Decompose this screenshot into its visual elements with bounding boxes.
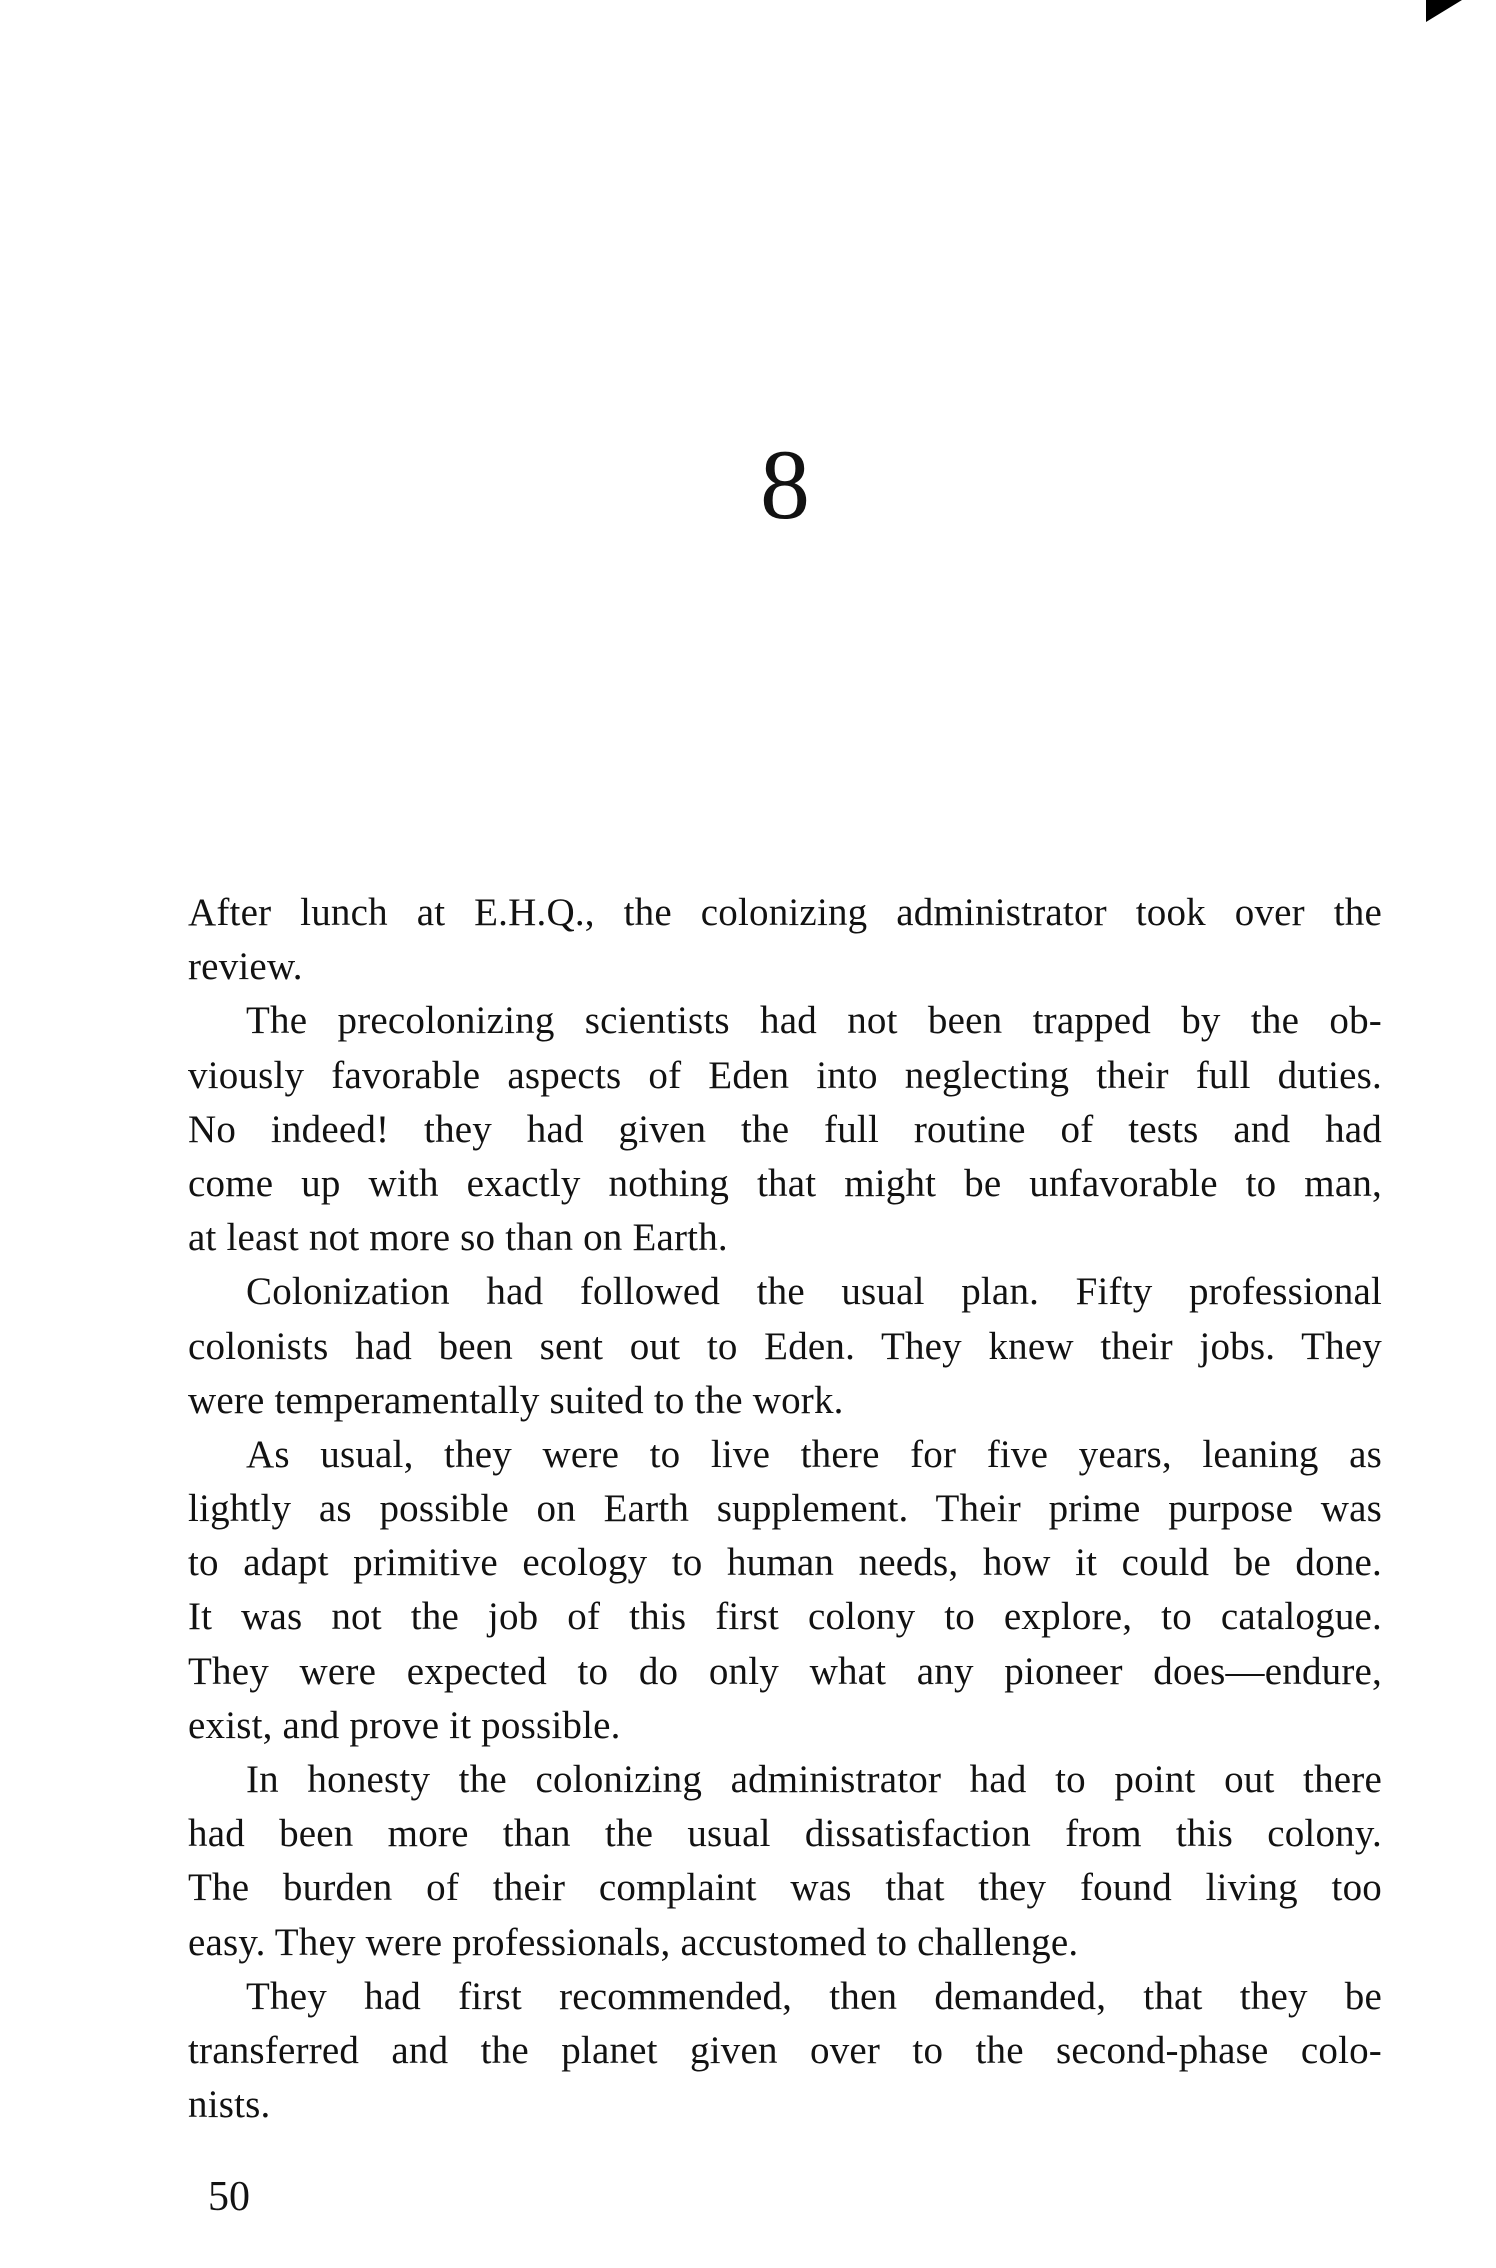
chapter-number: 8 (760, 429, 810, 540)
text-line: review. (188, 945, 303, 989)
text-line: come up with exactly nothing that might be unfavorable to man, (188, 1161, 1382, 1205)
text-line: It was not the job of this first colony to explore, to catalogue. (188, 1595, 1382, 1639)
text-line: were temperamentally suited to the work. (188, 1378, 844, 1422)
text-line: viously favorable aspects of Eden into neglecting their full duties. (188, 1053, 1382, 1097)
text-line: They were expected to do only what any pioneer does—endure, (188, 1649, 1382, 1693)
text-line: lightly as possible on Earth supplement. Their prime purpose was (188, 1487, 1382, 1531)
text-line: had been more than the usual dissatisfaction from this colony. (188, 1812, 1382, 1856)
text-line: After lunch at E.H.Q., the colonizing administrator took over the (188, 891, 1382, 934)
paragraph (188, 1265, 1382, 1428)
text-line: exist, and prove it possible. (188, 1703, 621, 1747)
page-number: 50 (208, 2174, 250, 2220)
text-line: The precolonizing scientists had not been trapped by the ob- (246, 999, 1382, 1043)
scan-corner-artifact (1426, 0, 1462, 22)
text-line: transferred and the planet given over to the second-phase colo- (188, 2028, 1382, 2072)
text-line: They had first recommended, then demanded, that they be (246, 1974, 1382, 2018)
text-line: As usual, they were to live there for five years, leaning as (246, 1432, 1382, 1476)
text-line: In honesty the colonizing administrator had to point out there (246, 1758, 1382, 1801)
text-line: easy. They were professionals, accustomed to challenge. (188, 1920, 1079, 1964)
text-line: nists. (188, 2083, 271, 2127)
body-text (188, 886, 1382, 2132)
text-line: No indeed! they had given the full routine of tests and had (188, 1107, 1382, 1151)
paragraph (188, 1753, 1382, 1970)
paragraph (188, 994, 1382, 1265)
text-line: The burden of their complaint was that they found living too (188, 1866, 1382, 1910)
text-line: colonists had been sent out to Eden. They knew their jobs. They (188, 1324, 1382, 1368)
text-line: to adapt primitive ecology to human needs, how it could be done. (188, 1541, 1382, 1585)
text-line: at least not more so than on Earth. (188, 1216, 728, 1260)
paragraph (188, 886, 1382, 994)
paragraph (188, 1428, 1382, 1753)
paragraph (188, 1970, 1382, 2133)
text-line: Colonization had followed the usual plan. Fifty professional (246, 1270, 1382, 1314)
